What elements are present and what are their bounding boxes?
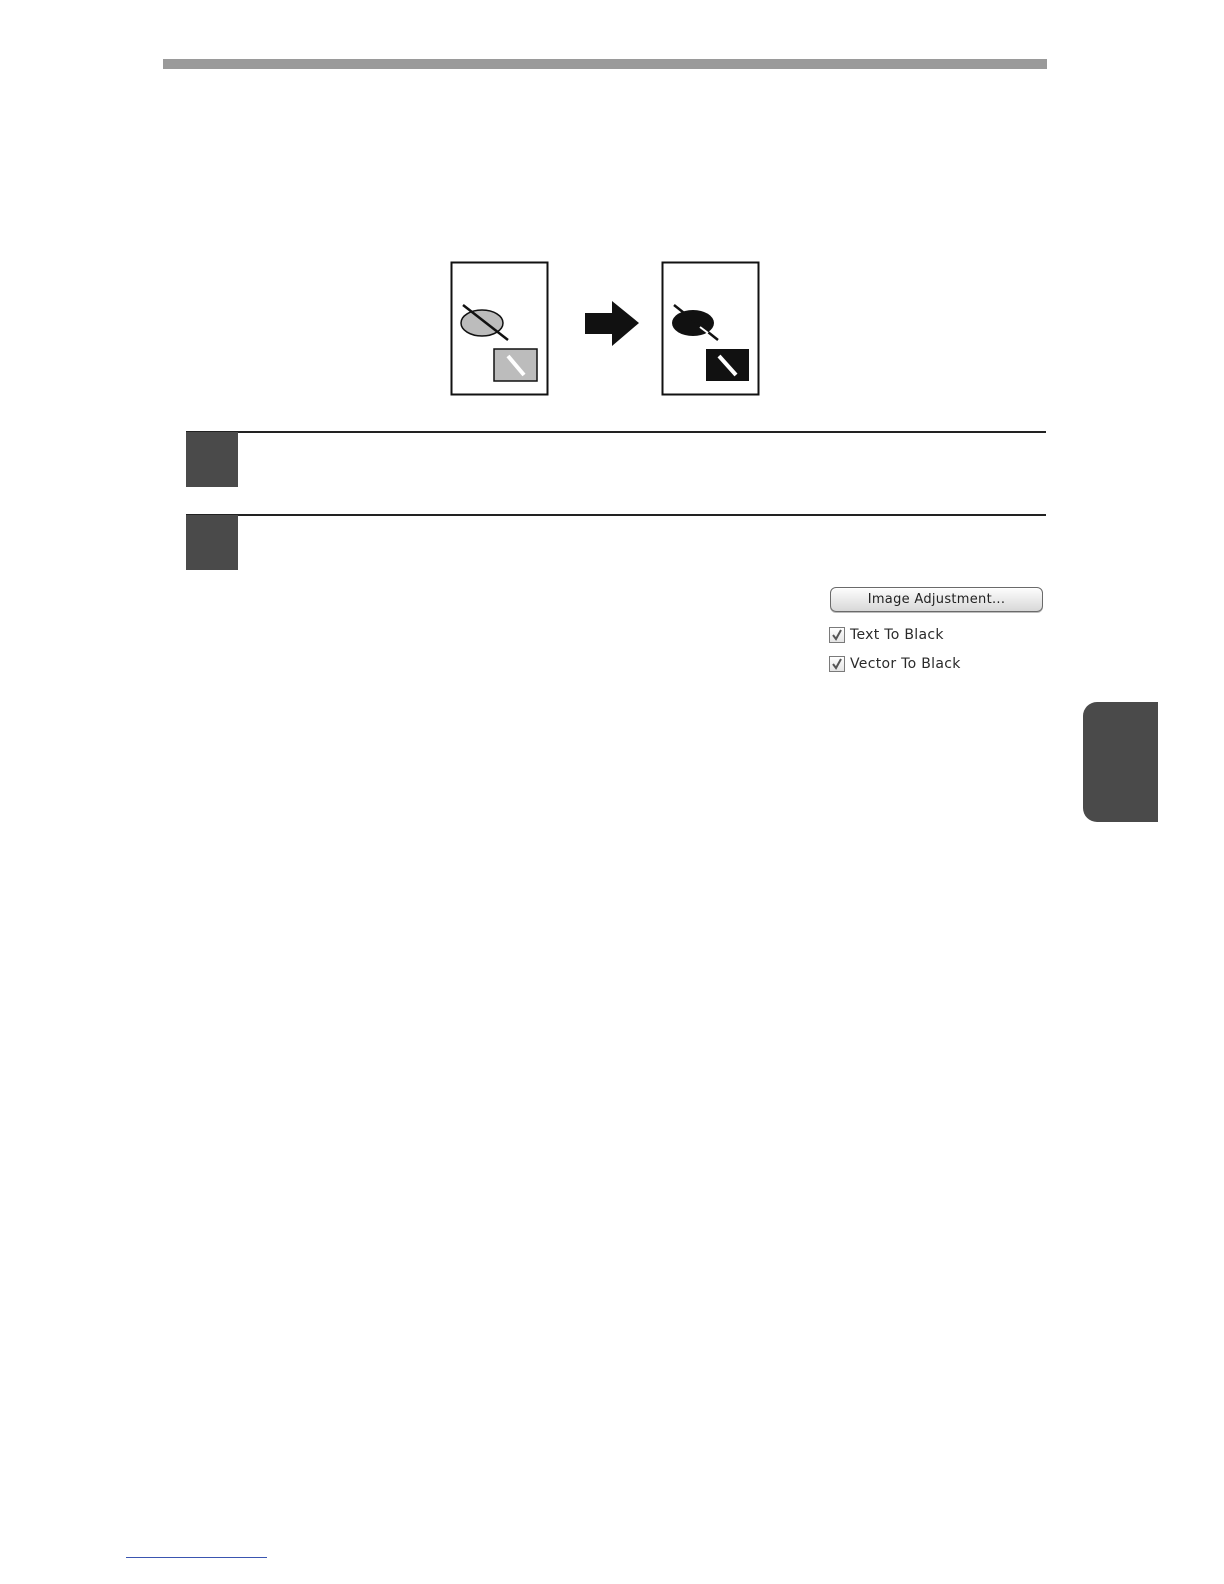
step-1-marker (186, 432, 238, 487)
footnote-link-underline (126, 1557, 267, 1558)
chapter-side-tab (1083, 702, 1158, 822)
step-2-rule (186, 514, 1046, 516)
checkmark-icon (831, 629, 843, 641)
step-2-marker (186, 515, 238, 570)
text-to-black-label: Text To Black (850, 627, 944, 643)
after-page (663, 263, 759, 395)
image-adjustment-button[interactable]: Image Adjustment... (830, 587, 1043, 612)
header-bar (163, 59, 1047, 69)
checkmark-icon (831, 658, 843, 670)
vector-to-black-checkbox[interactable] (829, 656, 845, 672)
vector-to-black-row[interactable] (829, 654, 961, 674)
text-to-black-checkbox[interactable] (829, 627, 845, 643)
text-vector-to-black-illustration (450, 261, 762, 397)
text-to-black-row[interactable] (829, 625, 944, 645)
step-1-rule (186, 431, 1046, 433)
vector-to-black-label: Vector To Black (850, 656, 961, 672)
before-page (452, 263, 548, 395)
arrow-right-icon (585, 301, 639, 346)
